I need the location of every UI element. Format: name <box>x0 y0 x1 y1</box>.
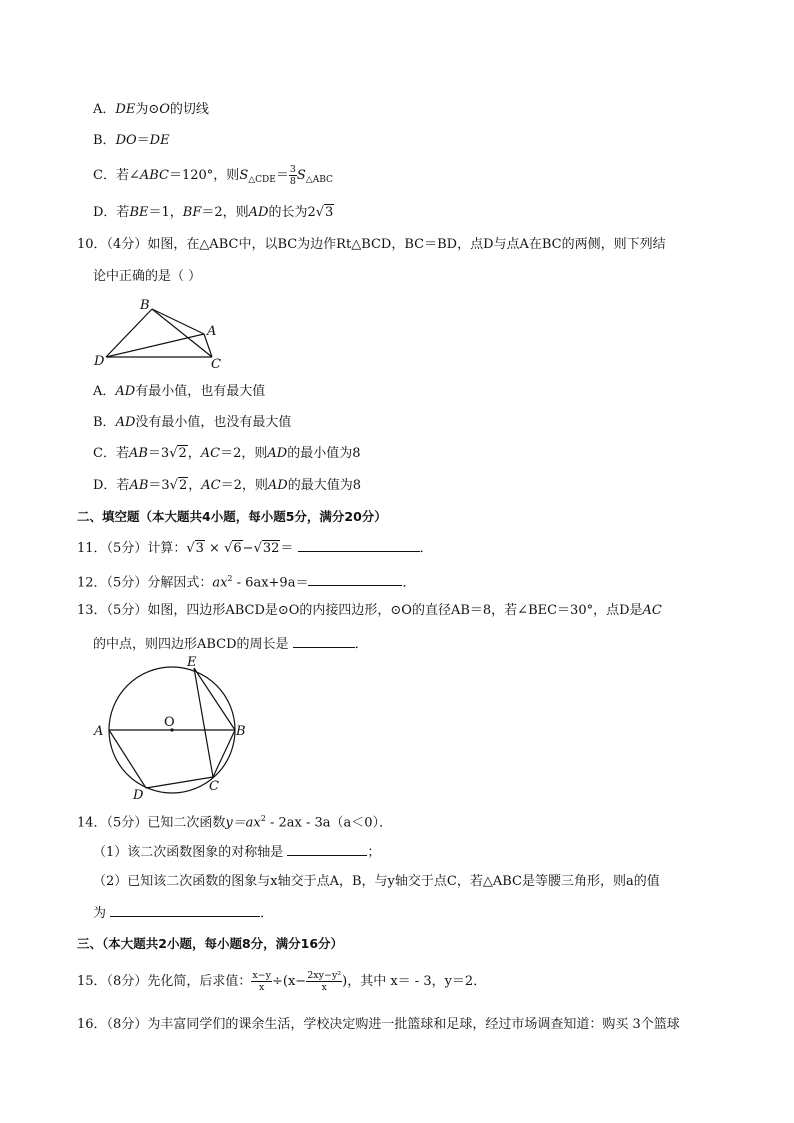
q9-option-d: D．若BE＝1，BF＝2，则AD的长为2√3 <box>93 205 334 220</box>
label-d: D <box>94 354 105 369</box>
q10-stem-line2: 论中正确的是（ ） <box>93 269 202 284</box>
q10-triangle-figure <box>88 295 228 373</box>
q10-option-a: A．AD有最小值，也有最大值 <box>93 384 266 399</box>
q9-option-b: B．DO＝DE <box>93 133 170 148</box>
arc-ac: AC <box>642 603 662 618</box>
q11-answer-blank[interactable] <box>298 538 420 552</box>
q14-part1: （1）该二次函数图象的对称轴是 ； <box>93 842 380 862</box>
q14-stem: 14．（5分）已知二次函数$y=ax^2 - 2ax - 3a(a<0)$． <box>77 814 393 831</box>
q14-part1-blank[interactable] <box>287 842 367 856</box>
label-c: C <box>211 357 221 372</box>
fraction-2: $\frac{\text{2xy−y²}}{x}$ <box>307 970 342 993</box>
q13-stem-line1: 13．（5分）如图，四边形ABCD是⊙O的内接四边形，⊙O的直径AB＝8，若∠BEC＝30°，点D是AC <box>77 603 662 618</box>
label-c: C <box>209 779 219 794</box>
q13-circle-figure <box>90 653 255 803</box>
q13-answer-blank[interactable] <box>293 634 355 648</box>
q16-stem: 16．（8分）为丰富同学们的课余生活，学校决定购进一批篮球和足球，经过市场调查知道：购买 3个篮球 <box>77 1017 680 1032</box>
label-o: O <box>164 715 175 730</box>
fraction-3-8: $\frac{3}{8}$ <box>289 164 296 187</box>
q14-part2-answer: 为 ． <box>93 903 273 923</box>
label-a: A <box>207 324 217 339</box>
label-b: B <box>236 724 246 739</box>
q10-option-c: C．若AB＝3√2，AC＝2，则AD的最小值为8 <box>93 446 361 461</box>
q10-option-b: B．AD没有最小值，也没有最大值 <box>93 415 292 430</box>
fraction-1: $\frac{x-y}{x}$ <box>252 970 272 993</box>
q10-option-d: D．若AB＝3√2，AC＝2，则AD的最大值为8 <box>93 478 361 493</box>
q12-answer-blank[interactable] <box>308 572 402 586</box>
q11: 11．（5分）计算：√3 × √6−√32＝ ． <box>77 538 433 558</box>
q15: 15．（8分）先化简，后求值： $\frac{x-y}{x}$ ÷(x− $\frac{\text{2xy−y²}}{x}$ )，其中 x＝ - 3，y＝2． <box>77 970 487 993</box>
q13-stem-line2: 的中点，则四边形ABCD的周长是 ． <box>93 634 368 654</box>
q10-stem-line1: 10．（4分）如图，在△ABC中，以BC为边作Rt△BCD，BC＝BD，点D与点A在BC的两侧，则下列结 <box>77 237 666 252</box>
q12: 12．（5分）分解因式：$ax^2 - 6ax+9a=$ ． <box>77 574 416 591</box>
section-2-heading: 二、填空题（本大题共4小题，每小题5分，满分20分） <box>77 509 387 524</box>
label-a: A <box>94 724 104 739</box>
section-3-heading: 三、（本大题共2小题，每小题8分，满分16分） <box>77 936 344 951</box>
q14-part2: （2）已知该二次函数的图象与x轴交于点A，B，与y轴交于点C，若△ABC是等腰三角形，则a的值 <box>93 874 660 889</box>
q9-option-c: C．若∠ABC＝120°，则$S_{\triangle CDE}=$ $\frac{3}{8}$ $S_{\triangle ABC}$ <box>93 164 333 187</box>
q14-part2-blank[interactable] <box>110 903 260 917</box>
label-e: E <box>187 655 197 670</box>
q9-option-a: A．DE为⊙O的切线 <box>93 102 209 117</box>
label-d: D <box>133 788 144 803</box>
label-b: B <box>140 298 150 313</box>
